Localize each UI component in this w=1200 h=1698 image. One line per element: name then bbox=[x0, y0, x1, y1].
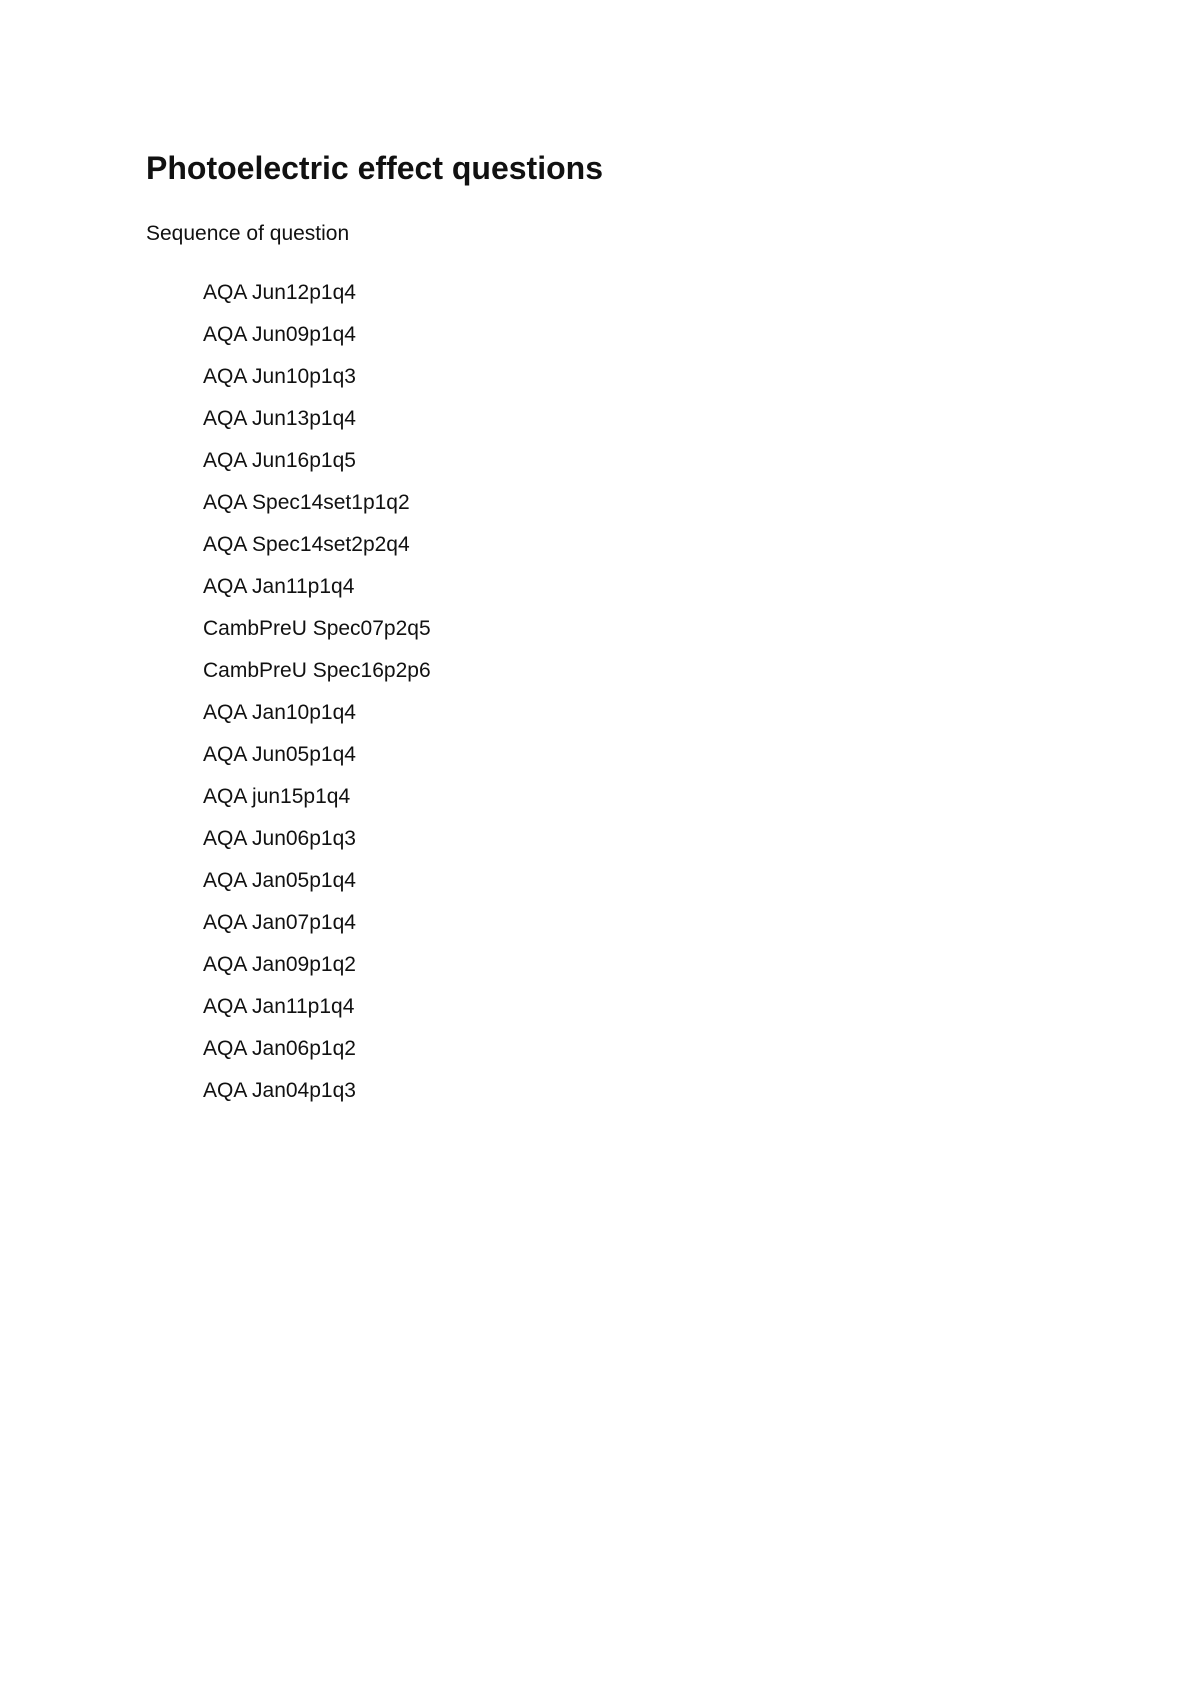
list-item: AQA Jan10p1q4 bbox=[203, 701, 356, 724]
list-item: AQA Jun16p1q5 bbox=[203, 449, 356, 472]
list-item: AQA Jun05p1q4 bbox=[203, 743, 356, 766]
list-item: AQA Jun12p1q4 bbox=[203, 281, 356, 304]
list-item: AQA Jan05p1q4 bbox=[203, 869, 356, 892]
list-item: AQA Jun10p1q3 bbox=[203, 365, 356, 388]
list-item: AQA jun15p1q4 bbox=[203, 785, 351, 808]
list-item: AQA Jan06p1q2 bbox=[203, 1037, 356, 1060]
question-list bbox=[203, 278, 431, 1118]
list-item: AQA Jan04p1q3 bbox=[203, 1079, 356, 1102]
page-title: Photoelectric effect questions bbox=[146, 150, 603, 186]
list-item: AQA Spec14set2p2q4 bbox=[203, 533, 410, 556]
section-subtitle: Sequence of question bbox=[146, 222, 350, 245]
list-item: AQA Spec14set1p1q2 bbox=[203, 491, 410, 514]
list-item: CambPreU Spec07p2q5 bbox=[203, 617, 431, 640]
list-item: AQA Jun13p1q4 bbox=[203, 407, 356, 430]
list-item: CambPreU Spec16p2p6 bbox=[203, 659, 431, 682]
list-item: AQA Jun09p1q4 bbox=[203, 323, 356, 346]
list-item: AQA Jan07p1q4 bbox=[203, 911, 356, 934]
list-item: AQA Jan09p1q2 bbox=[203, 953, 356, 976]
list-item: AQA Jun06p1q3 bbox=[203, 827, 356, 850]
list-item: AQA Jan11p1q4 bbox=[203, 575, 355, 598]
list-item: AQA Jan11p1q4 bbox=[203, 995, 355, 1018]
